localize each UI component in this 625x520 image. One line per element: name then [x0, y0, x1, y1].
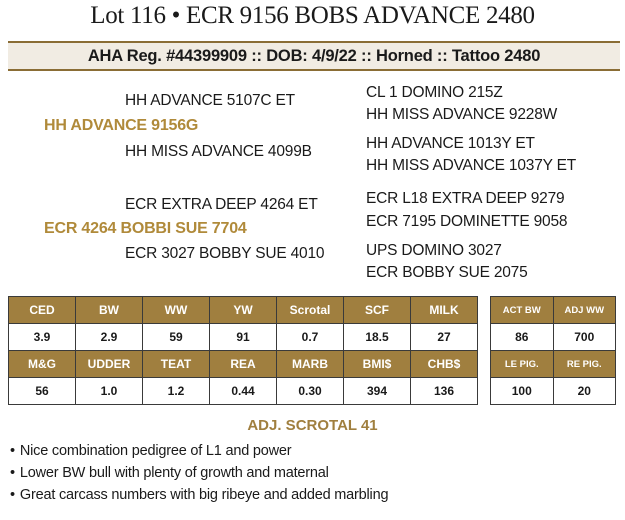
actuals-value-adj-ww: 700 [553, 324, 616, 351]
registration-bar: AHA Reg. #44399909 :: DOB: 4/9/22 :: Horned :: Tattoo 2480 [8, 41, 620, 71]
pedigree-dds: UPS DOMINO 3027 [366, 242, 502, 259]
pedigree-dam-sire: ECR EXTRA DEEP 4264 ET [125, 196, 318, 213]
actuals-table [490, 296, 616, 405]
actuals-header-adj-ww: ADJ WW [553, 297, 616, 324]
actuals-header-row-2 [491, 351, 616, 378]
pedigree-dam: ECR 4264 BOBBI SUE 7704 [44, 220, 247, 237]
epd-header-bw: BW [76, 297, 143, 324]
actuals-header-le-pig: LE PIG. [491, 351, 554, 378]
actuals-header-row-1 [491, 297, 616, 324]
epd-header-ced: CED [9, 297, 76, 324]
lot-title: Lot 116 • ECR 9156 BOBS ADVANCE 2480 [90, 2, 535, 29]
notes-list [10, 440, 388, 506]
epd-header-yw: YW [210, 297, 277, 324]
epd-value-bmi: 394 [344, 378, 411, 405]
pedigree-sire-dam: HH MISS ADVANCE 4099B [125, 143, 312, 160]
adj-scrotal: ADJ. SCROTAL 41 [247, 417, 378, 434]
note-item: • Great carcass numbers with big ribeye and added marbling [10, 484, 388, 506]
actuals-value-row-1 [491, 324, 616, 351]
epd-header-scrotal: Scrotal [277, 297, 344, 324]
actuals-value-row-2 [491, 378, 616, 405]
actuals-value-re-pig: 20 [553, 378, 616, 405]
pedigree-ddd: ECR BOBBY SUE 2075 [366, 264, 528, 281]
epd-header-chb: CHB$ [411, 351, 478, 378]
note-item: • Lower BW bull with plenty of growth and maternal [10, 462, 388, 484]
actuals-value-act-bw: 86 [491, 324, 554, 351]
pedigree-dam-dam: ECR 3027 BOBBY SUE 4010 [125, 245, 325, 262]
actuals-value-le-pig: 100 [491, 378, 554, 405]
epd-header-milk: MILK [411, 297, 478, 324]
pedigree-sds: HH ADVANCE 1013Y ET [366, 135, 535, 152]
epd-value-scrotal: 0.7 [277, 324, 344, 351]
epd-header-row-2 [9, 351, 478, 378]
epd-header-rea: REA [210, 351, 277, 378]
actuals-header-act-bw: ACT BW [491, 297, 554, 324]
epd-value-chb: 136 [411, 378, 478, 405]
pedigree-sss: CL 1 DOMINO 215Z [366, 84, 503, 101]
epd-header-mg: M&G [9, 351, 76, 378]
epd-value-ced: 3.9 [9, 324, 76, 351]
pedigree-sire-sire: HH ADVANCE 5107C ET [125, 92, 295, 109]
epd-value-scf: 18.5 [344, 324, 411, 351]
epd-value-yw: 91 [210, 324, 277, 351]
epd-value-milk: 27 [411, 324, 478, 351]
pedigree-dsd: ECR 7195 DOMINETTE 9058 [366, 213, 568, 230]
epd-value-udder: 1.0 [76, 378, 143, 405]
epd-header-ww: WW [143, 297, 210, 324]
epd-header-bmi: BMI$ [344, 351, 411, 378]
epd-value-mg: 56 [9, 378, 76, 405]
epd-value-teat: 1.2 [143, 378, 210, 405]
epd-header-udder: UDDER [76, 351, 143, 378]
epd-header-teat: TEAT [143, 351, 210, 378]
epd-header-scf: SCF [344, 297, 411, 324]
epd-table [8, 296, 478, 405]
epd-value-row-2 [9, 378, 478, 405]
pedigree-sdd: HH MISS ADVANCE 1037Y ET [366, 157, 576, 174]
epd-value-marb: 0.30 [277, 378, 344, 405]
pedigree-ssd: HH MISS ADVANCE 9228W [366, 106, 558, 123]
epd-value-ww: 59 [143, 324, 210, 351]
epd-value-rea: 0.44 [210, 378, 277, 405]
epd-value-bw: 2.9 [76, 324, 143, 351]
pedigree-sire: HH ADVANCE 9156G [44, 117, 199, 134]
pedigree-dss: ECR L18 EXTRA DEEP 9279 [366, 190, 565, 207]
note-item: • Nice combination pedigree of L1 and power [10, 440, 388, 462]
epd-value-row-1 [9, 324, 478, 351]
epd-header-row-1 [9, 297, 478, 324]
epd-header-marb: MARB [277, 351, 344, 378]
actuals-header-re-pig: RE PIG. [553, 351, 616, 378]
